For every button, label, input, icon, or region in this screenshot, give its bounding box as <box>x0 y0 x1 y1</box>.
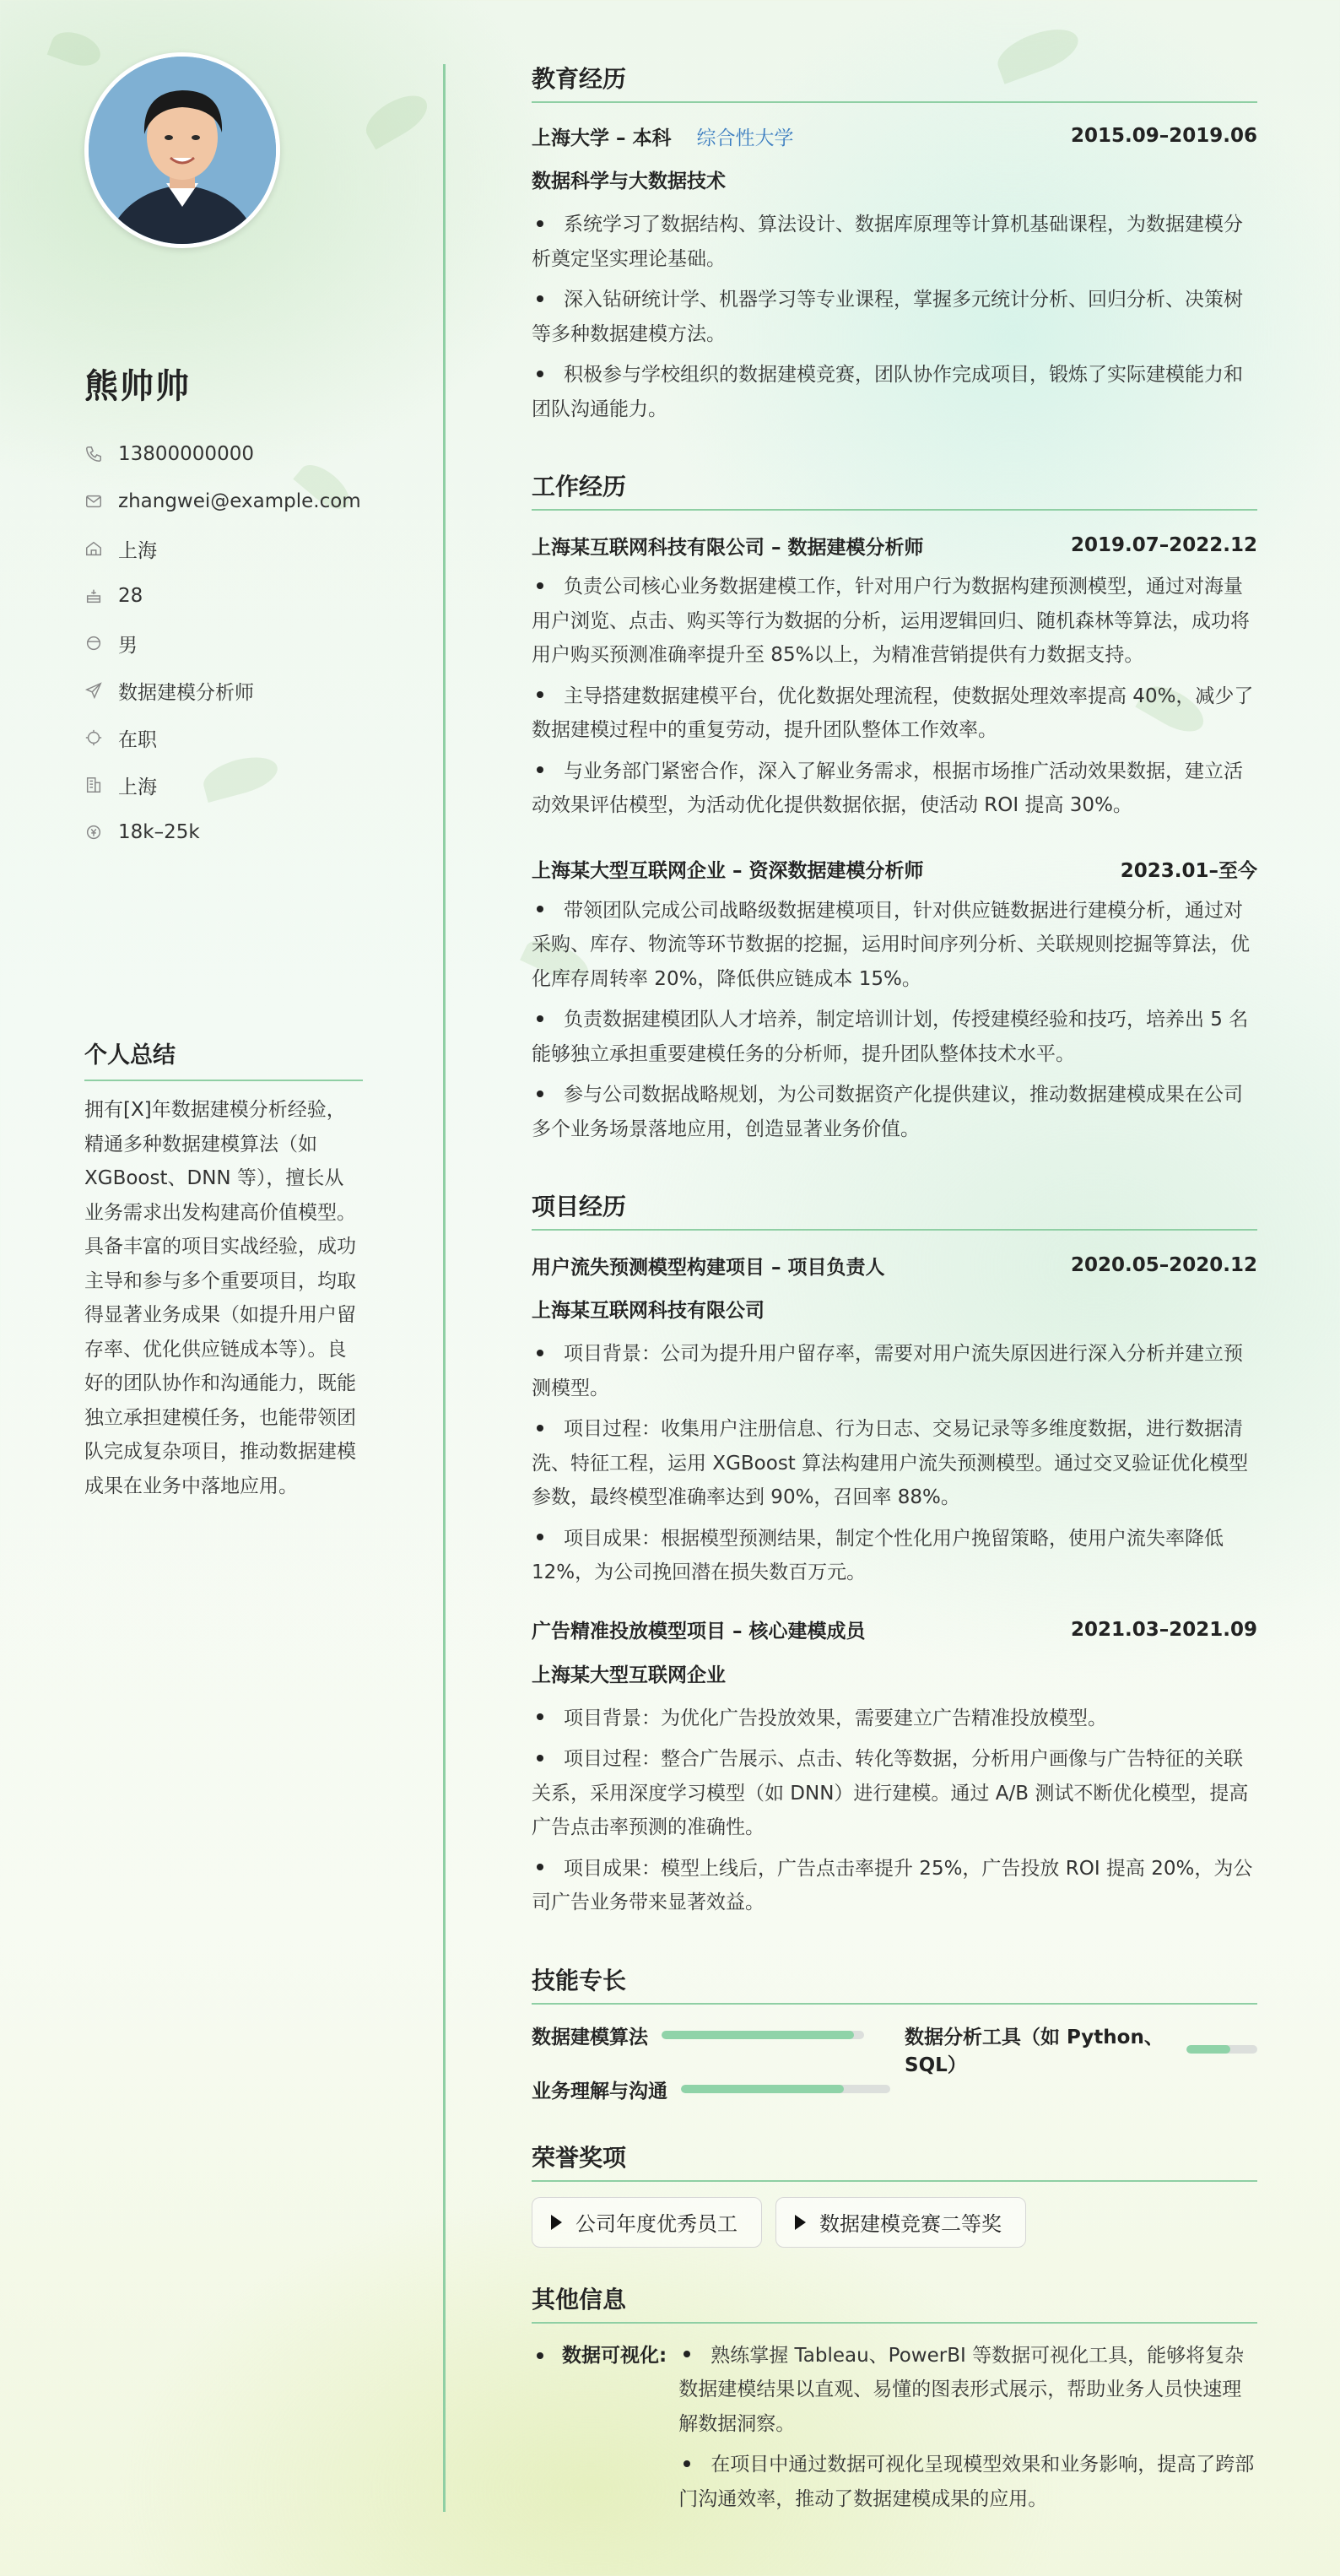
list-item: 项目背景：公司为提升用户留存率，需要对用户流失原因进行深入分析并建立预测模型。 <box>532 1343 1243 1399</box>
list-item: 主导搭建数据建模平台，优化数据处理流程，使数据处理效率提高 40%，减少了数据建模过程中的重复劳动，提升团队整体工作效率。 <box>532 685 1254 741</box>
phone-icon <box>84 445 103 463</box>
contact-item-location <box>84 525 361 572</box>
contact-item-email <box>84 478 361 525</box>
list-item: 在项目中通过数据可视化呈现模型效果和业务影响，提高了跨部门沟通效率，推动了数据建模成果的应用。 <box>678 2454 1255 2510</box>
education-school-line <box>532 122 794 150</box>
contact-item-phone <box>84 430 361 478</box>
awards-section <box>532 2140 1257 2248</box>
project-company-1: 上海某互联网科技有限公司 <box>532 1300 765 1322</box>
skills-list <box>532 2021 1257 2140</box>
list-item: 负责数据建模团队人才培养，制定培训计划，传授建模经验和技巧，培养出 5 名能够独立承担重要建模任务的分析师，提升团队整体技术水平。 <box>532 1009 1249 1065</box>
award-label: 公司年度优秀员工 <box>575 2212 738 2236</box>
work-date-2: 2023.01–至今 <box>1120 860 1257 882</box>
profile-name: 熊帅帅 <box>84 367 191 406</box>
other-label: 数据可视化: <box>562 2344 667 2367</box>
award-label: 数据建模竞赛二等奖 <box>819 2212 1002 2236</box>
education-section <box>532 61 1257 426</box>
work-section <box>532 468 1257 1146</box>
projects-section <box>532 1188 1257 1920</box>
work-entry-head <box>532 853 1257 885</box>
list-item: 项目成果：模型上线后，广告点击率提升 25%，广告投放 ROI 提高 20%，为公司广告业务带来显著效益。 <box>532 1857 1253 1913</box>
other-entry <box>532 2339 1257 2517</box>
education-entry-head <box>532 120 1257 152</box>
project-date-1: 2020.05–2020.12 <box>1070 1254 1257 1276</box>
education-school: 上海大学 – 本科 <box>532 127 672 149</box>
avatar-portrait-icon <box>89 57 276 244</box>
play-icon <box>551 2215 562 2230</box>
city-text: 上海 <box>118 776 157 798</box>
skill-item <box>532 2021 864 2049</box>
project-entry-head <box>532 1614 1257 1646</box>
project-company-2: 上海某大型互联网企业 <box>532 1664 726 1686</box>
location-text: 上海 <box>118 539 157 562</box>
education-tag: 综合性大学 <box>696 127 794 149</box>
skill-bar <box>662 2031 864 2039</box>
status-icon <box>84 728 103 747</box>
list-item: 负责公司核心业务数据建模工作，针对用户行为数据构建预测模型，通过对海量用户浏览、点击、购买等行为数据的分析，运用逻辑回归、随机森林等算法，成功将用户购买预测准确率提升至 85%以上，为精准营销提供有力数据支持。 <box>532 576 1250 666</box>
other-bullets <box>678 2339 1257 2517</box>
work-bullets-1 <box>532 570 1257 823</box>
send-icon <box>84 681 103 700</box>
project-date-2: 2021.03–2021.09 <box>1070 1618 1257 1641</box>
age-text: 28 <box>118 585 143 607</box>
project-bullets-2 <box>532 1702 1257 1920</box>
list-item: 带领团队完成公司战略级数据建模项目，针对供应链数据进行建模分析，通过对采购、库存、物流等环节数据的挖掘，运用时间序列分析、关联规则挖掘等算法，优化库存周转率 20%，降低供应链成本 15%。 <box>532 899 1250 990</box>
list-item: 深入钻研统计学、机器学习等专业课程，掌握多元统计分析、回归分析、决策树等多种数据建模方法。 <box>532 289 1243 345</box>
skills-title: 技能专长 <box>532 1962 1257 2005</box>
work-entry-head <box>532 529 1257 561</box>
position-text: 数据建模分析师 <box>118 681 254 704</box>
other-section <box>532 2281 1257 2517</box>
skill-item <box>532 2075 890 2103</box>
list-item: 项目背景：为优化广告投放效果，需要建立广告精准投放模型。 <box>532 1702 1257 1736</box>
list-item: 系统学习了数据结构、算法设计、数据库原理等计算机基础课程，为数据建模分析奠定坚实理论基础。 <box>532 214 1243 270</box>
work-title: 工作经历 <box>532 468 1257 511</box>
other-label-wrap <box>532 2339 667 2517</box>
contact-item-position <box>84 667 361 714</box>
list-item: 项目成果：根据模型预测结果，制定个性化用户挽留策略，使用户流失率降低 12%，为公司挽回潜在损失数百万元。 <box>532 1527 1224 1583</box>
contact-item-salary <box>84 809 361 856</box>
skill-name: 数据分析工具（如 Python、SQL） <box>905 2026 1164 2076</box>
sidebar <box>0 0 439 2576</box>
project-entry-head <box>532 1249 1257 1281</box>
salary-text: 18k–25k <box>118 821 200 843</box>
main-content <box>532 61 1257 2516</box>
projects-title: 项目经历 <box>532 1188 1257 1231</box>
cake-icon <box>84 587 103 605</box>
list-item: 熟练掌握 Tableau、PowerBI 等数据可视化工具，能够将复杂数据建模结果以直观、易懂的图表形式展示，帮助业务人员快速理解数据洞察。 <box>678 2344 1245 2435</box>
contact-item-age <box>84 572 361 620</box>
skill-bar <box>681 2085 890 2093</box>
list-item: 参与公司数据战略规划，为公司数据资产化提供建议，推动数据建模成果在公司多个业务场景落地应用，创造显著业务价值。 <box>532 1084 1243 1140</box>
status-text: 在职 <box>118 728 157 751</box>
other-title: 其他信息 <box>532 2281 1257 2324</box>
work-head-2: 上海某大型互联网企业 – 资深数据建模分析师 <box>532 860 924 882</box>
work-date-1: 2019.07–2022.12 <box>1070 534 1257 556</box>
play-icon <box>795 2215 806 2230</box>
home-icon <box>84 539 103 558</box>
salary-icon <box>84 823 103 842</box>
education-major: 数据科学与大数据技术 <box>532 170 726 192</box>
skill-item <box>905 2021 1257 2077</box>
summary-title: 个人总结 <box>84 1036 363 1081</box>
awards-title: 荣誉奖项 <box>532 2140 1257 2182</box>
column-divider <box>443 64 446 2512</box>
education-bullets <box>532 208 1257 426</box>
education-title: 教育经历 <box>532 61 1257 103</box>
mail-icon <box>84 492 103 511</box>
contact-list <box>84 430 361 856</box>
project-head-1: 用户流失预测模型构建项目 – 项目负责人 <box>532 1256 885 1279</box>
summary-text: 拥有[X]年数据建模分析经验，精通多种数据建模算法（如 XGBoost、DNN 等），擅长从业务需求出发构建高价值模型。具备丰富的项目实战经验，成功主导和参与多个重要项目，均取得显著业务成果（如提升用户留存率、优化供应链成本等）。良好的团队协作和沟通能力，既能独立承担建模任务，也能带领团队完成复杂项目，推动数据建模成果在业务中落地应用。 <box>84 1099 356 1497</box>
skill-name: 数据建模算法 <box>532 2026 648 2048</box>
contact-item-city <box>84 761 361 809</box>
gender-icon <box>84 634 103 652</box>
contact-item-gender <box>84 620 361 667</box>
list-item: 项目过程：收集用户注册信息、行为日志、交易记录等多维度数据，进行数据清洗、特征工程，运用 XGBoost 算法构建用户流失预测模型。通过交叉验证优化模型参数，最终模型准确率达到 90%，召回率 88%。 <box>532 1418 1249 1508</box>
phone-text: 13800000000 <box>118 443 254 465</box>
work-bullets-2 <box>532 894 1257 1147</box>
gender-text: 男 <box>118 634 138 657</box>
email-text: zhangwei@example.com <box>118 490 361 512</box>
list-item: 积极参与学校组织的数据建模竞赛，团队协作完成项目，锻炼了实际建模能力和团队沟通能力。 <box>532 364 1243 420</box>
project-bullets-1 <box>532 1337 1257 1590</box>
awards-list <box>532 2197 1257 2248</box>
contact-item-status <box>84 714 361 761</box>
award-badge <box>532 2197 762 2248</box>
skills-section <box>532 1962 1257 2140</box>
education-date: 2015.09–2019.06 <box>1070 125 1257 147</box>
avatar <box>84 52 280 248</box>
building-icon <box>84 776 103 794</box>
list-item: 项目过程：整合广告展示、点击、转化等数据，分析用户画像与广告特征的关联关系，采用深度学习模型（如 DNN）进行建模。通过 A/B 测试不断优化模型，提高广告点击率预测的准确性。 <box>532 1748 1249 1838</box>
list-item: 与业务部门紧密合作，深入了解业务需求，根据市场推广活动效果数据，建立活动效果评估模型，为活动优化提供数据依据，使活动 ROI 提高 30%。 <box>532 760 1243 816</box>
work-head-1: 上海某互联网科技有限公司 – 数据建模分析师 <box>532 536 924 559</box>
project-head-2: 广告精准投放模型项目 – 核心建模成员 <box>532 1621 866 1642</box>
skill-bar <box>1186 2045 1257 2054</box>
award-badge <box>775 2197 1026 2248</box>
skill-name: 业务理解与沟通 <box>532 2080 667 2102</box>
summary-section <box>84 1036 363 1503</box>
